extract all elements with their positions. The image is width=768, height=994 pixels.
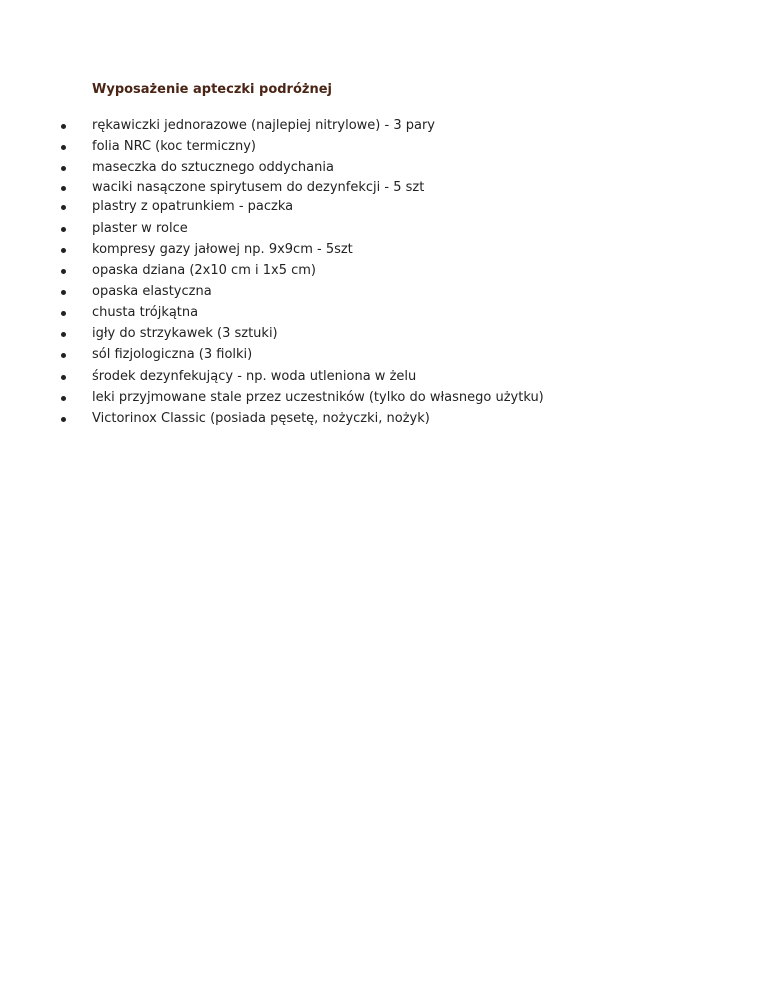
bullet-icon xyxy=(61,417,66,422)
bullet-icon xyxy=(61,332,66,337)
list-item-label: kompresy gazy jałowej np. 9x9cm - 5szt xyxy=(92,242,353,257)
bullet-icon xyxy=(61,124,66,129)
bullet-icon xyxy=(61,290,66,295)
list-item xyxy=(0,410,700,428)
list-item-label: chusta trójkątna xyxy=(92,305,199,320)
bullet-icon xyxy=(61,166,66,171)
list-item-label: plastry z opatrunkiem - paczka xyxy=(92,199,294,214)
list-item-label: sól fizjologiczna (3 fiolki) xyxy=(92,347,253,362)
list-item xyxy=(0,198,700,216)
list-item-label: środek dezynfekujący - np. woda utleniona w żelu xyxy=(92,369,417,384)
list-item xyxy=(0,304,700,322)
list-item xyxy=(0,179,700,197)
list-item xyxy=(0,159,700,177)
list-item xyxy=(0,346,700,364)
bullet-icon xyxy=(61,396,66,401)
bullet-icon xyxy=(61,269,66,274)
list-item xyxy=(0,117,700,135)
bullet-icon xyxy=(61,353,66,358)
list-item-label: plaster w rolce xyxy=(92,221,188,236)
list-item-label: rękawiczki jednorazowe (najlepiej nitrylowe) - 3 pary xyxy=(92,118,435,133)
document-title: Wyposażenie apteczki podróżnej xyxy=(92,82,332,97)
list-item-label: igły do strzykawek (3 sztuki) xyxy=(92,326,278,341)
bullet-icon xyxy=(61,227,66,232)
list-item-label: leki przyjmowane stale przez uczestników (tylko do własnego użytku) xyxy=(92,390,544,405)
list-item-label: maseczka do sztucznego oddychania xyxy=(92,160,334,175)
list-item xyxy=(0,283,700,301)
list-item xyxy=(0,220,700,238)
list-item xyxy=(0,262,700,280)
bullet-icon xyxy=(61,248,66,253)
list-item-label: folia NRC (koc termiczny) xyxy=(92,139,257,154)
list-item xyxy=(0,325,700,343)
bullet-icon xyxy=(61,145,66,150)
bullet-icon xyxy=(61,186,66,191)
list-item-label: Victorinox Classic (posiada pęsetę, nożyczki, nożyk) xyxy=(92,411,430,426)
bullet-icon xyxy=(61,311,66,316)
list-item xyxy=(0,138,700,156)
list-item xyxy=(0,389,700,407)
list-item-label: waciki nasączone spirytusem do dezynfekcji - 5 szt xyxy=(92,180,425,195)
list-item xyxy=(0,241,700,259)
bullet-icon xyxy=(61,375,66,380)
list-item-label: opaska elastyczna xyxy=(92,284,212,299)
bullet-icon xyxy=(61,205,66,210)
list-item xyxy=(0,368,700,386)
list-item-label: opaska dziana (2x10 cm i 1x5 cm) xyxy=(92,263,316,278)
